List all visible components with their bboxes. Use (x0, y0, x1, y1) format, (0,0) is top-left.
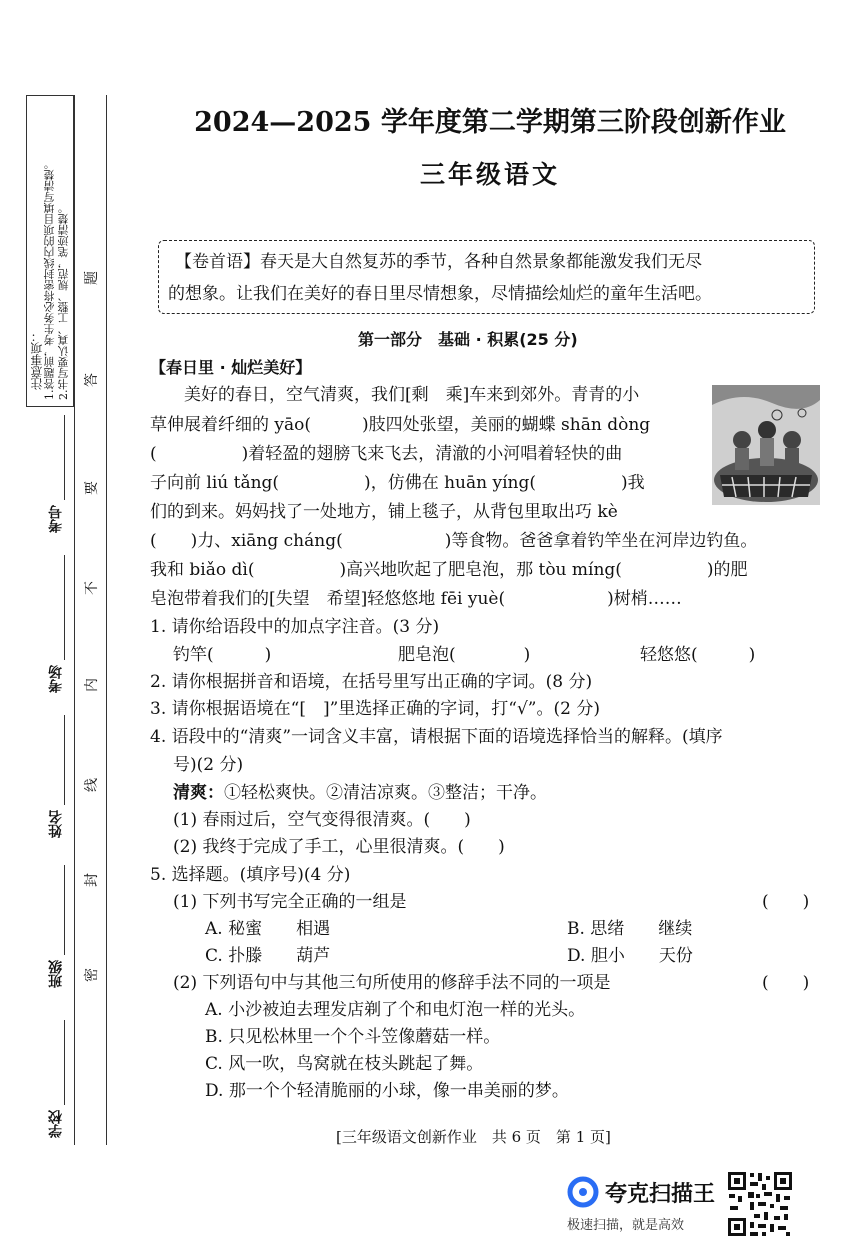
seal-char-1: 密 (84, 968, 100, 982)
scanner-slogan: 极速扫描，就是高效 (567, 1218, 685, 1233)
question-5-2-option-d: D. 那一个个轻清脆丽的小球，像一串美丽的梦。 (205, 1081, 569, 1101)
question-5-1-answer[interactable]: ( ) (762, 892, 810, 912)
section-heading: 【春日里 · 灿烂美好】 (150, 358, 312, 377)
question-5: 5. 选择题。(填序号)(4 分) (150, 865, 351, 885)
question-5-1-option-b: B. 思绪 继续 (567, 919, 693, 939)
field-class-label: 班级 (48, 960, 64, 988)
question-5-1-option-d: D. 胆小 天份 (567, 946, 693, 966)
seal-char-3: 线 (84, 778, 100, 792)
seal-char-5: 不 (84, 581, 100, 595)
question-4: 4. 语段中的“清爽”一词含义丰富，请根据下面的语境选择恰当的解释。(填序 (150, 727, 723, 747)
qr-code (726, 1170, 794, 1238)
field-name-line[interactable] (64, 715, 65, 805)
page-footer: [三年级语文创新作业 共 6 页 第 1 页] (336, 1128, 611, 1146)
passage-line-1: 美好的春日，空气清爽，我们[剩 乘]车来到郊外。青青的小 (150, 385, 640, 405)
notice-line-1: 1.答题前，考生务必将密封线内的项目填写清楚。 (43, 158, 56, 400)
field-school-label: 学校 (48, 1110, 64, 1138)
question-4-definition (173, 781, 547, 805)
seal-line-inner (106, 95, 107, 1145)
question-5-2-option-c: C. 风一吹，鸟窝就在枝头跳起了舞。 (205, 1054, 484, 1074)
passage-line-7: 我和 biǎo dì( )高兴地吹起了肥皂泡，那 tòu míng( )的肥 (150, 560, 748, 580)
seal-line-outer (74, 95, 75, 1145)
intro-line-2: 的想象。让我们在美好的春日里尽情想象，尽情描绘灿烂的童年生活吧。 (168, 284, 712, 304)
field-number-label: 考号 (48, 505, 64, 533)
question-5-1: (1) 下列书写完全正确的一组是 (173, 892, 407, 912)
intro-line-1: 【卷首语】春天是大自然复苏的季节，各种自然景象都能激发我们无尽 (175, 252, 702, 272)
passage-line-2: 草伸展着纤细的 yāo( )肢四处张望，美丽的蝴蝶 shān dòng (150, 415, 651, 435)
definition-label: 清爽： (173, 783, 224, 803)
question-5-2-option-a: A. 小沙被迫去理发店剃了个和电灯泡一样的光头。 (205, 1000, 586, 1020)
question-5-2: (2) 下列语句中与其他三句所使用的修辞手法不同的一项是 (173, 973, 611, 993)
passage-line-3: ( )着轻盈的翅膀飞来飞去，清澈的小河唱着轻快的曲 (150, 444, 623, 464)
spring-picnic-illustration (712, 385, 820, 505)
passage-line-8: 皂泡带着我们的[失望 希望]轻悠悠地 fēi yuè( )树梢…… (150, 589, 682, 609)
seal-char-7: 答 (84, 373, 100, 387)
question-4-1[interactable]: (1) 春雨过后，空气变得很清爽。( ) (173, 810, 471, 830)
seal-char-6: 要 (84, 481, 100, 495)
question-1-a[interactable]: 钓竿( ) (173, 645, 272, 665)
question-2: 2. 请你根据拼音和语境，在括号里写出正确的字词。(8 分) (150, 672, 593, 692)
part-heading: 第一部分 基础 · 积累(25 分) (358, 330, 578, 349)
notice-line-2: 2.书写要认真、工整、规范，笔迹清楚。 (57, 202, 70, 400)
passage-line-5: 们的到来。妈妈找了一处地方，铺上毯子，从背包里取出巧 kè (150, 502, 618, 522)
field-school-line[interactable] (64, 1020, 65, 1105)
page-subtitle: 三年级语文 (419, 160, 560, 189)
seal-char-4: 内 (84, 678, 100, 692)
question-1-b[interactable]: 肥皂泡( ) (398, 645, 531, 665)
passage-line-4: 子向前 liú tǎng( )，仿佛在 huān yíng( )我 (150, 473, 645, 493)
question-4-2[interactable]: (2) 我终于完成了手工，心里很清爽。( ) (173, 837, 505, 857)
notice-title: 注意事项： (30, 330, 44, 390)
passage-line-6: ( )力、xiāng cháng( )等食物。爸爸拿着钓竿坐在河岸边钓鱼。 (150, 531, 758, 551)
field-room-line[interactable] (64, 555, 65, 660)
field-number-line[interactable] (64, 415, 65, 500)
field-name-label: 姓名 (48, 810, 64, 838)
field-room-label: 考场 (48, 665, 64, 693)
question-5-1-option-c: C. 扑滕 葫芦 (205, 946, 331, 966)
question-1-c[interactable]: 轻悠悠( ) (640, 645, 756, 665)
question-4-cont: 号)(2 分) (173, 755, 244, 775)
question-5-1-option-a: A. 秘蜜 相遇 (205, 919, 331, 939)
seal-char-8: 题 (84, 271, 100, 285)
field-class-line[interactable] (64, 865, 65, 955)
definition-text: ①轻松爽快。②清洁凉爽。③整洁；干净。 (224, 783, 547, 803)
question-1: 1. 请你给语段中的加点字注音。(3 分) (150, 617, 440, 637)
question-3: 3. 请你根据语境在“[ ]”里选择正确的字词，打“√”。(2 分) (150, 699, 600, 719)
page-title: 2024—2025 学年度第二学期第三阶段创新作业 (194, 107, 786, 138)
scanner-brand-name: 夸克扫描王 (605, 1182, 716, 1207)
question-5-2-option-b: B. 只见松林里一个个斗笠像蘑菇一样。 (205, 1027, 501, 1047)
scanner-logo-icon (567, 1176, 599, 1208)
scanner-brand (565, 1172, 725, 1237)
question-5-2-answer[interactable]: ( ) (762, 973, 810, 993)
seal-char-2: 封 (84, 873, 100, 887)
